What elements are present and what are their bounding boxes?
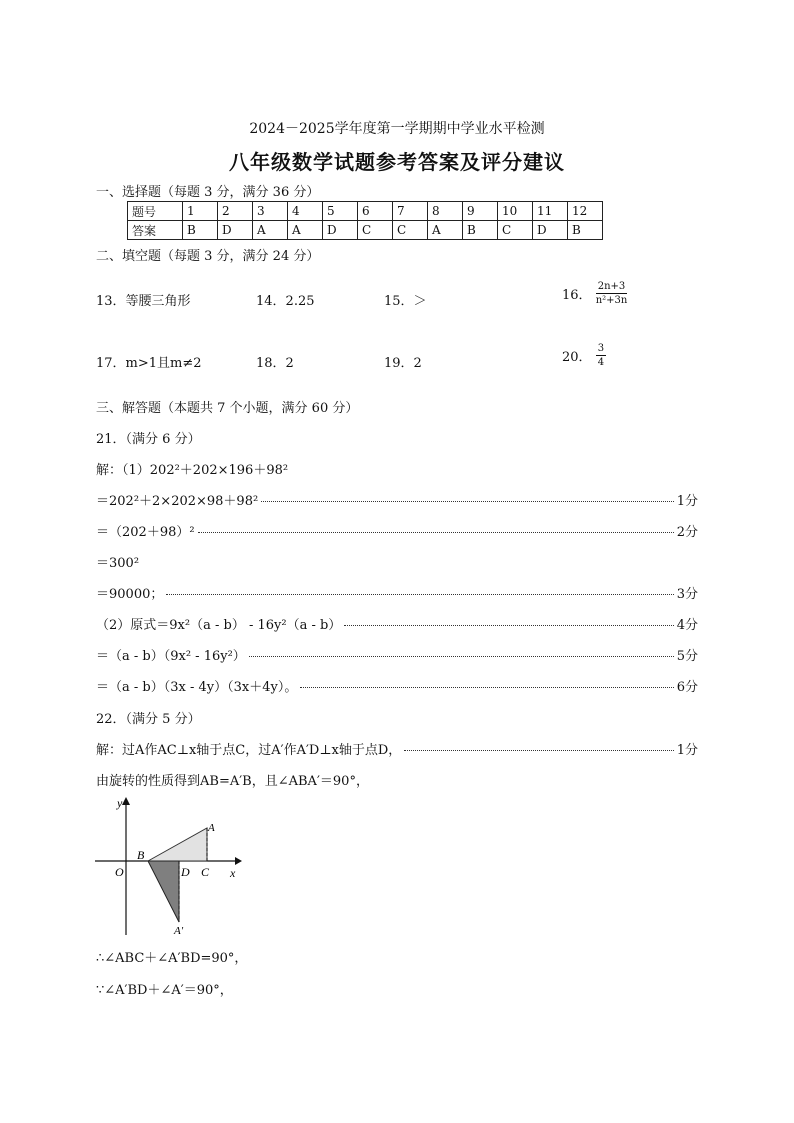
answer-18: 18．2 [256, 356, 294, 371]
answer-cell: B [183, 221, 218, 240]
section-2-heading: 二、填空题（每题 3 分，满分 24 分） [96, 249, 320, 264]
leader-dots [198, 532, 674, 533]
answer-cell: C [393, 221, 428, 240]
q21-line-5-text: ＝90000； [96, 587, 164, 602]
q22-line-1 [96, 739, 698, 758]
answer-14: 14．2.25 [256, 294, 315, 309]
answer-20-denominator: 4 [597, 357, 605, 368]
label-c: C [201, 865, 210, 879]
q21-line-4: ＝300² [96, 556, 140, 571]
question-number: 6 [358, 202, 393, 221]
answer-cell: A [428, 221, 463, 240]
q22-line-1-score: 1分 [676, 743, 698, 758]
document-subtitle: 2024－2025学年度第一学期期中学业水平检测 [249, 121, 545, 137]
question-number: 3 [253, 202, 288, 221]
label-y: y [117, 796, 123, 810]
q21-line-3 [96, 521, 698, 540]
x-axis-arrow-icon [235, 857, 242, 865]
question-number: 10 [498, 202, 533, 221]
answer-cell: C [498, 221, 533, 240]
answer-16-denominator: n²+3n [595, 295, 628, 306]
question-number: 5 [323, 202, 358, 221]
q21-line-3-text: ＝（202＋98）² [96, 525, 195, 540]
label-a: A [208, 822, 215, 834]
question-number: 8 [428, 202, 463, 221]
answer-16 [562, 281, 627, 306]
answer-table-answer-row [128, 221, 603, 240]
q22-line-4: ∵∠A′BD＋∠A′＝90°， [96, 983, 233, 998]
q21-line-5-score: 3分 [676, 587, 698, 602]
answer-cell: B [568, 221, 603, 240]
q21-line-6 [96, 614, 698, 633]
q21-line-1: 解：（1）202²＋202×196＋98² [96, 463, 289, 478]
triangle-a2bd [148, 861, 179, 922]
answer-17: 17．m>1且m≠2 [96, 356, 202, 371]
leader-dots [249, 656, 674, 657]
y-axis-arrow-icon [122, 797, 130, 805]
question-number: 11 [533, 202, 568, 221]
answer-20-label: 20． [562, 350, 592, 365]
answer-15: 15．＞ [384, 294, 427, 309]
q21-line-2-score: 1分 [676, 494, 698, 509]
label-a-prime: A′ [174, 925, 184, 937]
q21-line-8-score: 6分 [676, 680, 698, 695]
leader-dots [404, 750, 673, 751]
leader-dots [344, 625, 673, 626]
question-number: 4 [288, 202, 323, 221]
answer-19: 19．2 [384, 356, 422, 371]
q21-line-8 [96, 676, 698, 695]
q22-line-2: 由旋转的性质得到AB=A′B，且∠ABA′＝90°， [96, 774, 369, 789]
leader-dots [300, 687, 673, 688]
label-d: D [181, 865, 190, 879]
q21-line-7 [96, 645, 698, 664]
leader-dots [166, 594, 673, 595]
answer-cell: C [358, 221, 393, 240]
question-number: 9 [463, 202, 498, 221]
q21-line-7-score: 5分 [676, 649, 698, 664]
answer-row-label: 答案 [128, 221, 183, 240]
question-21-heading: 21．（满分 6 分） [96, 432, 201, 447]
answer-16-fraction [596, 281, 628, 306]
answer-16-numerator: 2n+3 [596, 281, 628, 294]
question-number: 12 [568, 202, 603, 221]
label-x: x [230, 866, 236, 880]
rotation-diagram [93, 795, 243, 940]
answer-20-numerator: 3 [597, 343, 605, 354]
label-o: O [115, 865, 124, 879]
answer-20-fraction [596, 343, 606, 368]
answer-cell: D [533, 221, 568, 240]
answer-cell: D [323, 221, 358, 240]
q21-line-3-score: 2分 [676, 525, 698, 540]
q22-line-3: ∴∠ABC＋∠A′BD=90°， [96, 951, 248, 966]
document-title: 八年级数学试题参考答案及评分建议 [229, 150, 565, 174]
q21-line-8-text: ＝（a - b）（3x - 4y）（3x＋4y）。 [96, 680, 298, 695]
question-number: 7 [393, 202, 428, 221]
answer-cell: A [253, 221, 288, 240]
answer-13: 13．等腰三角形 [96, 294, 191, 309]
answer-cell: B [463, 221, 498, 240]
answer-cell: A [288, 221, 323, 240]
q21-line-7-text: ＝（a - b）（9x² - 16y²） [96, 649, 246, 664]
label-b: B [137, 848, 145, 862]
q21-line-6-text: （2）原式＝9x²（a - b） - 16y²（a - b） [96, 618, 342, 633]
section-3-heading: 三、解答题（本题共 7 个小题，满分 60 分） [96, 401, 359, 416]
triangle-abc [148, 828, 207, 861]
q21-line-2-text: ＝202²＋2×202×98＋98² [96, 494, 259, 509]
answer-16-label: 16． [562, 288, 592, 303]
leader-dots [261, 501, 674, 502]
answer-table-question-row [128, 202, 603, 221]
answer-cell: D [218, 221, 253, 240]
q22-line-1-text: 解：过A作AC⊥x轴于点C，过A′作A′D⊥x轴于点D， [96, 743, 402, 758]
question-number: 1 [183, 202, 218, 221]
q21-line-6-score: 4分 [676, 618, 698, 633]
q21-line-5 [96, 583, 698, 602]
question-row-label: 题号 [128, 202, 183, 221]
answer-table [127, 201, 603, 240]
section-1-heading: 一、选择题（每题 3 分，满分 36 分） [96, 185, 320, 200]
answer-20 [562, 343, 606, 368]
q21-line-2 [96, 490, 698, 509]
question-22-heading: 22．（满分 5 分） [96, 712, 201, 727]
question-number: 2 [218, 202, 253, 221]
